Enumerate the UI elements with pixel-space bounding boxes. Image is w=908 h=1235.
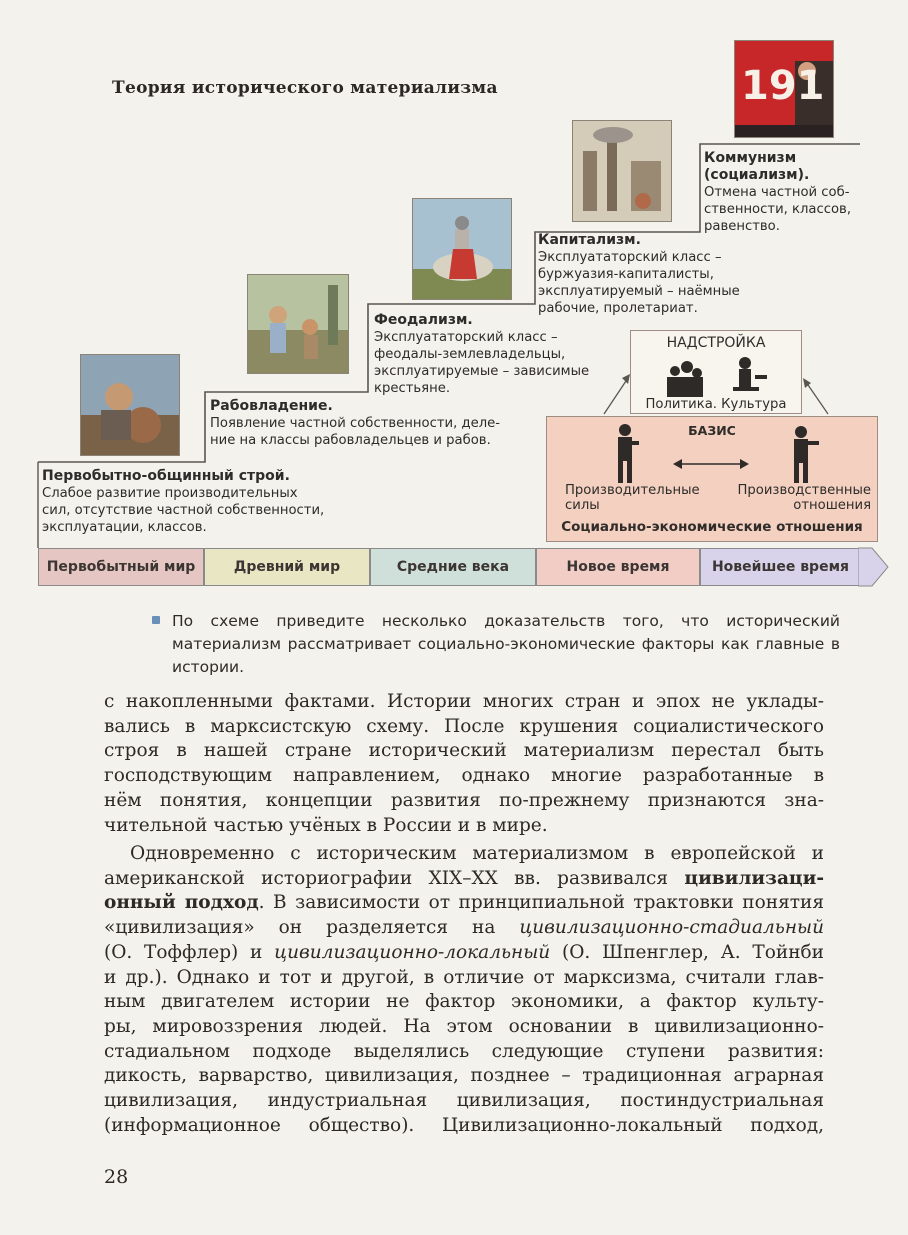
production-relations-label <box>738 483 872 513</box>
era-modern: Новое время <box>536 548 700 586</box>
stage-primitive-name: Первобытно-общинный строй. <box>42 468 290 484</box>
stage-feudalism-name: Феодализм. <box>374 312 473 328</box>
paragraph-2-line-7: ным двигателем истории не фактор экономики, а фактор культу- <box>104 991 824 1013</box>
superstructure-caption: Политика. Культура <box>645 397 787 412</box>
local-approach-term: цивилизационно-локальный <box>274 941 551 963</box>
paragraph-2-line-11: цивилизация, индустриальная цивилизация, постиндустриальная <box>104 1090 824 1111</box>
productive-forces-label <box>565 483 700 513</box>
paragraph-2-line-8: ры, мировоззрения людей. На этом основании в цивилизационно- <box>104 1015 824 1037</box>
stage-capitalism-desc-1: Эксплуататорский класс – <box>538 250 722 265</box>
paragraph-2-line-12: (информационное общество). Цивилизационно-локальный подход, <box>104 1114 824 1136</box>
era-middle-ages: Средние века <box>370 548 536 586</box>
worker-right-icon <box>787 425 819 485</box>
politics-culture-icon <box>661 353 773 399</box>
paragraph-1-line-5: нём понятия, концепции развития по-прежнему признаются зна- <box>104 789 824 811</box>
paragraph-2-line-2 <box>104 867 824 892</box>
stage-primitive-desc-3: эксплуатации, классов. <box>42 520 207 535</box>
basis-box <box>546 416 878 542</box>
stage-communism-name: Коммунизм <box>704 150 797 166</box>
stage-slavery-desc-2: ние на классы рабовладельцев и рабов. <box>210 433 491 448</box>
revolution-poster-image <box>734 40 834 138</box>
era-timeline <box>38 548 888 588</box>
stage-capitalism-desc-2: буржуазия-капиталисты, <box>538 267 714 282</box>
stage-slavery-name: Рабовладение. <box>210 398 333 414</box>
paragraph-1-line-6: чительной частью учёных в России и в мире. <box>104 814 548 836</box>
paragraph-2-line-9: стадиальном подходе выделялись следующие ступени развития: <box>104 1040 824 1062</box>
stage-slavery-desc-1: Появление частной собственности, деле- <box>210 416 500 431</box>
stage-communism-desc-3: равенство. <box>704 219 780 234</box>
productive-forces-line-2: силы <box>565 498 600 513</box>
superstructure-label: НАДСТРОЙКА <box>666 335 766 351</box>
stage-capitalism-desc-4: рабочие, пролетариат. <box>538 301 698 316</box>
poster-year-text: 191 <box>741 63 825 109</box>
double-arrow-icon <box>673 457 749 471</box>
stage-primitive <box>42 468 342 536</box>
era-ancient: Древний мир <box>204 548 370 586</box>
paragraph-2-line-3-text: . В зависимости от принципиальной трактовки понятия <box>258 892 824 914</box>
stage-feudalism-desc-2: феодалы-землевладельцы, <box>374 347 566 362</box>
stage-slavery <box>210 398 540 449</box>
medieval-knight-image <box>412 198 512 300</box>
paragraph-2-line-10: дикость, варварство, цивилизация, позднее – традиционная аграрная <box>104 1065 824 1087</box>
civilizational-approach-term-part-2: онный подход <box>104 892 259 914</box>
era-primitive: Первобытный мир <box>38 548 204 586</box>
paragraph-2-line-4-text: «цивилизация» он разделяется на <box>104 917 520 939</box>
worker-left-icon <box>611 423 639 485</box>
era-contemporary: Новейшее время <box>700 548 860 586</box>
production-relations-line-1: Производственные <box>737 483 871 498</box>
slavery-scene-image <box>247 274 349 374</box>
stage-feudalism-desc-1: Эксплуататорский класс – <box>374 330 558 345</box>
productive-forces-line-1: Производительные <box>565 483 700 498</box>
production-relations-line-2: отношения <box>793 498 871 513</box>
paragraph-1-line-3: строя в нашей стране исторический материализм перестал быть <box>104 740 824 762</box>
stadial-approach-term: цивилизационно-стадиальный <box>519 917 824 939</box>
paragraph-1-line-2: вались в марксистскую схему. После крушения социалистического <box>104 715 824 737</box>
diagram-title: Теория исторического материализма <box>112 78 498 98</box>
stage-capitalism-desc-3: эксплуатируемый – наёмные <box>538 284 740 299</box>
stage-capitalism-name: Капитализм. <box>538 232 641 248</box>
primitive-people-image <box>80 354 180 456</box>
paragraph-2-line-2-text: американской историографии XIX–XX вв. развивался <box>104 867 685 889</box>
paragraph-2-line-4 <box>104 916 824 941</box>
stage-feudalism-desc-4: крестьяне. <box>374 381 451 396</box>
paragraph-2-line-3 <box>104 891 824 916</box>
stage-communism-name2: (социализм). <box>704 167 810 183</box>
paragraph-2-line-5-text-c: (О. Шпенглер, А. Тойнби <box>550 941 824 963</box>
review-question: По схеме приведите несколько доказательств того, что исторический материализм рассматривает социально-экономические факторы как главные в истории. <box>172 612 840 676</box>
stage-primitive-desc-2: сил, отсутствие частной собственности, <box>42 503 325 518</box>
stage-communism <box>704 150 874 235</box>
basis-footer: Социально-экономические отношения <box>561 519 863 535</box>
question-bullet-icon <box>152 616 160 624</box>
paragraph-2-line-1: Одновременно с историческим материализмом в европейской и <box>130 843 824 864</box>
stage-communism-desc-1: Отмена частной соб- <box>704 185 850 200</box>
page-number: 28 <box>104 1166 129 1188</box>
stage-capitalism <box>538 232 778 317</box>
timeline-arrow-head-icon <box>858 546 890 588</box>
superstructure-box <box>630 330 802 414</box>
basis-label: БАЗИС <box>688 423 736 438</box>
paragraph-1-line-1: с накопленными фактами. Истории многих стран и эпох не уклады- <box>104 691 824 712</box>
paragraph-2-line-5-text-a: (О. Тоффлер) и <box>104 941 275 963</box>
stage-communism-desc-2: ственности, классов, <box>704 202 852 217</box>
stage-primitive-desc-1: Слабое развитие производительных <box>42 486 298 501</box>
civilizational-approach-term-part-1: цивилизаци- <box>684 867 824 889</box>
stage-feudalism <box>374 312 624 397</box>
capitalism-factory-image <box>572 120 672 222</box>
paragraph-2-line-5 <box>104 941 824 966</box>
stage-feudalism-desc-3: эксплуатируемые – зависимые <box>374 364 590 379</box>
paragraph-2-line-6: и др.). Однако и тот и другой, в отличие от марксизма, считали глав- <box>104 966 824 988</box>
paragraph-1-line-4: господствующим направлением, однако многие разработанные в <box>104 765 824 787</box>
